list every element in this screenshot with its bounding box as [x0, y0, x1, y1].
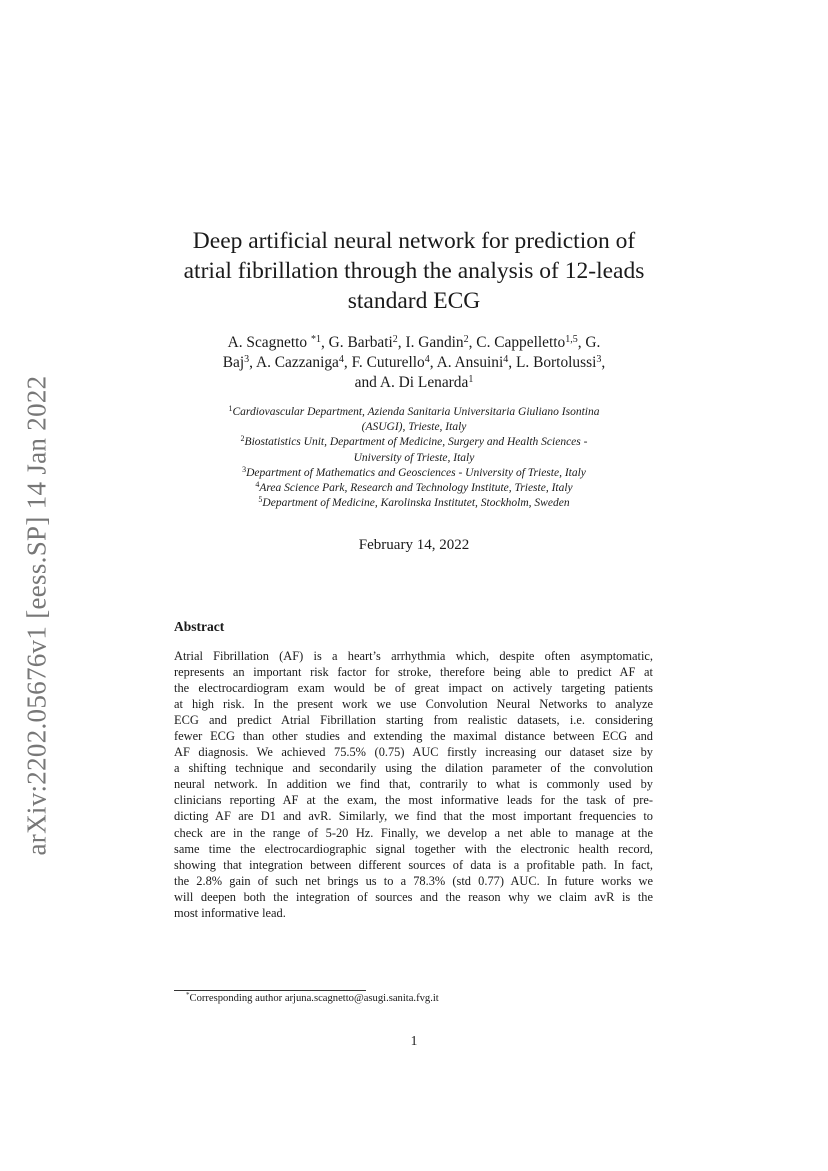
abstract-line: same time the electrocardiographic signal together with the electronic health record, [174, 841, 653, 856]
abstract-heading: Abstract [174, 619, 225, 634]
abstract-body [174, 648, 653, 921]
author-line: Baj$^3$, A. Cazzaniga$^4$, F. Cuturello$^4$, A. Ansuini$^4$, L. Bortolussi$^3$, [222, 354, 606, 371]
arxiv-identifier [18, 366, 56, 864]
abstract-line: check are in the range of 5-20 Hz. Finally, we develop a net able to manage at the [174, 825, 653, 840]
abstract-line: dicting AF are D1 and avR. Similarly, we find that the most important frequencies to [174, 809, 653, 824]
corresponding-author-footnote: *Corresponding author arjuna.scagnetto@asugi.sanita.fvg.it [186, 991, 439, 1004]
paper-title [160, 226, 668, 316]
abstract-line: the 2.8% gain of such net brings us to a 78.3% (std 0.77) AUC. In future works we [174, 873, 653, 888]
affiliation-2: $^2$Biostatistics Unit, Department of Medicine, Surgery and Health Sciences - [240, 434, 588, 449]
affiliation-3: $^3$Department of Mathematics and Geosciences - University of Trieste, Italy [242, 464, 586, 479]
author-list [160, 333, 668, 393]
abstract-line: AF diagnosis. We achieved 75.5% (0.75) AUC firstly increasing our dataset size by [174, 745, 653, 760]
title-line: atrial fibrillation through the analysis of 12-leads [183, 258, 645, 284]
publication-date: February 14, 2022 [358, 537, 470, 553]
title-line: standard ECG [347, 288, 481, 314]
author-line: and A. Di Lenarda$^1$ [354, 374, 474, 391]
abstract-line: will deepen both the integration of sources and the reason why we claim avR is the [174, 889, 653, 904]
abstract-line: most informative lead. [174, 905, 286, 920]
abstract-line: fewer ECG than other studies and extending the maximal distance between ECG and [174, 729, 653, 744]
affiliations [160, 405, 668, 511]
abstract-line: neural network. In addition we find that, contrarily to what is commonly used by [174, 777, 653, 792]
title-line: Deep artificial neural network for prediction of [192, 228, 636, 254]
footnote-rule [174, 990, 366, 991]
affiliation-4: $^4$Area Science Park, Research and Technology Institute, Trieste, Italy [255, 480, 573, 495]
abstract-line: at high risk. In the present work we use Convolution Neural Networks to analyze [174, 697, 653, 712]
abstract-line: Atrial Fibrillation (AF) is a heart’s arrhythmia which, despite often asymptomatic, [174, 649, 653, 663]
author-line: A. Scagnetto $^{*1}$, G. Barbati$^2$, I. Gandin$^2$, C. Cappelletto$^{1,5}$, G. [227, 334, 601, 351]
affiliation-2-cont: University of Trieste, Italy [353, 451, 475, 464]
abstract-line: the electrocardiogram exam would be of great impact on actively targeting patients [174, 681, 653, 696]
abstract-line: ECG and predict Atrial Fibrillation starting from realistic datasets, i.e. considering [174, 713, 653, 728]
abstract-line: a shifting technique and secondarily using the dilation parameter of the convolution [174, 761, 653, 776]
page-number: 1 [410, 1033, 418, 1048]
abstract-line: clinicians reporting AF at the exam, the most informative leads for the task of pre- [174, 793, 653, 808]
affiliation-1-cont: (ASUGI), Trieste, Italy [361, 421, 467, 434]
abstract-line: showing that integration between different sources of data is a profitable path. In fact, [174, 857, 653, 872]
affiliation-5: $^5$Department of Medicine, Karolinska Institutet, Stockholm, Sweden [258, 495, 570, 510]
arxiv-id-text: arXiv:2202.05676v1 [eess.SP] 14 Jan 2022 [21, 375, 52, 855]
affiliation-1: $^1$Cardiovascular Department, Azienda Sanitaria Universitaria Giuliano Isontina [228, 404, 600, 418]
abstract-line: represents an important risk factor for stroke, therefore being able to predict AF at [174, 665, 653, 680]
